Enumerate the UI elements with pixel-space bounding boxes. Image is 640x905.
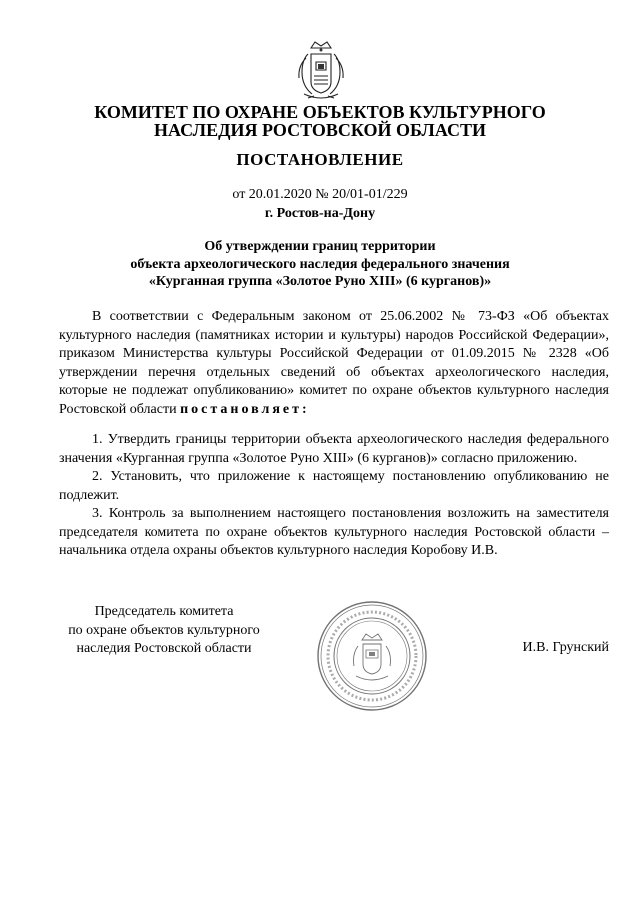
official-seal-icon (316, 600, 428, 712)
coat-of-arms-icon (294, 40, 348, 104)
subject-line2: объекта археологического наследия федерального значения (130, 256, 510, 272)
organization-name-line1: КОМИТЕТ ПО ОХРАНЕ ОБЪЕКТОВ КУЛЬТУРНОГО (94, 102, 546, 122)
subject-line3: «Курганная группа «Золотое Руно XIII» (6 курганов)» (148, 274, 492, 289)
position-line1: Председатель комитета (94, 604, 234, 619)
subject-line1: Об утверждении границ территории (204, 239, 436, 254)
position-line2: по охране объектов культурного (68, 622, 260, 638)
resolution-item-1: 1. Утвердить границы территории объекта археологического наследия федерального значения «Курганная группа «Золотое Руно XIII» (6 курганов)» согласно приложению. (59, 432, 609, 466)
preamble-paragraph (59, 308, 609, 419)
preamble-text: В соответствии с Федеральным законом от 25.06.2002 № 73-ФЗ «Об объектах культурного наследия (памятниках истории и культуры) народов Российской Федерации», приказом Министерства культуры Российской Федерации от 01.09.2015 № 2328 «Об утверждении перечня отдельных сведений об объектах археологического наследия, которые не подлежат опубликованию» комитет по охране объектов культурного наследия Ростовской области (59, 309, 609, 417)
organization-name-line2: НАСЛЕДИЯ РОСТОВСКОЙ ОБЛАСТИ (154, 120, 486, 140)
document-city: г. Ростов-на-Дону (264, 206, 376, 221)
organization-name (0, 103, 640, 139)
resolution-item-3: 3. Контроль за выполнением настоящего постановления возложить на заместителя председателя комитета по охране объектов культурного наследия Ростовской области – начальника отдела охраны объектов культурного наследия Коробову И.В. (59, 506, 609, 558)
document-date-number: от 20.01.2020 № 20/01-01/229 (232, 187, 408, 202)
document-subject (0, 238, 640, 291)
position-line3: наследия Ростовской области (76, 641, 252, 656)
signer-name: И.В. Грунский (522, 640, 609, 655)
decree-word: постановляет: (180, 401, 310, 417)
signatory-position (59, 603, 269, 659)
resolution-item-2: 2. Установить, что приложение к настоящему постановлению опубликованию не подлежит. (59, 469, 609, 503)
document-type: ПОСТАНОВЛЕНИЕ (236, 150, 404, 169)
resolution-items (59, 431, 609, 561)
